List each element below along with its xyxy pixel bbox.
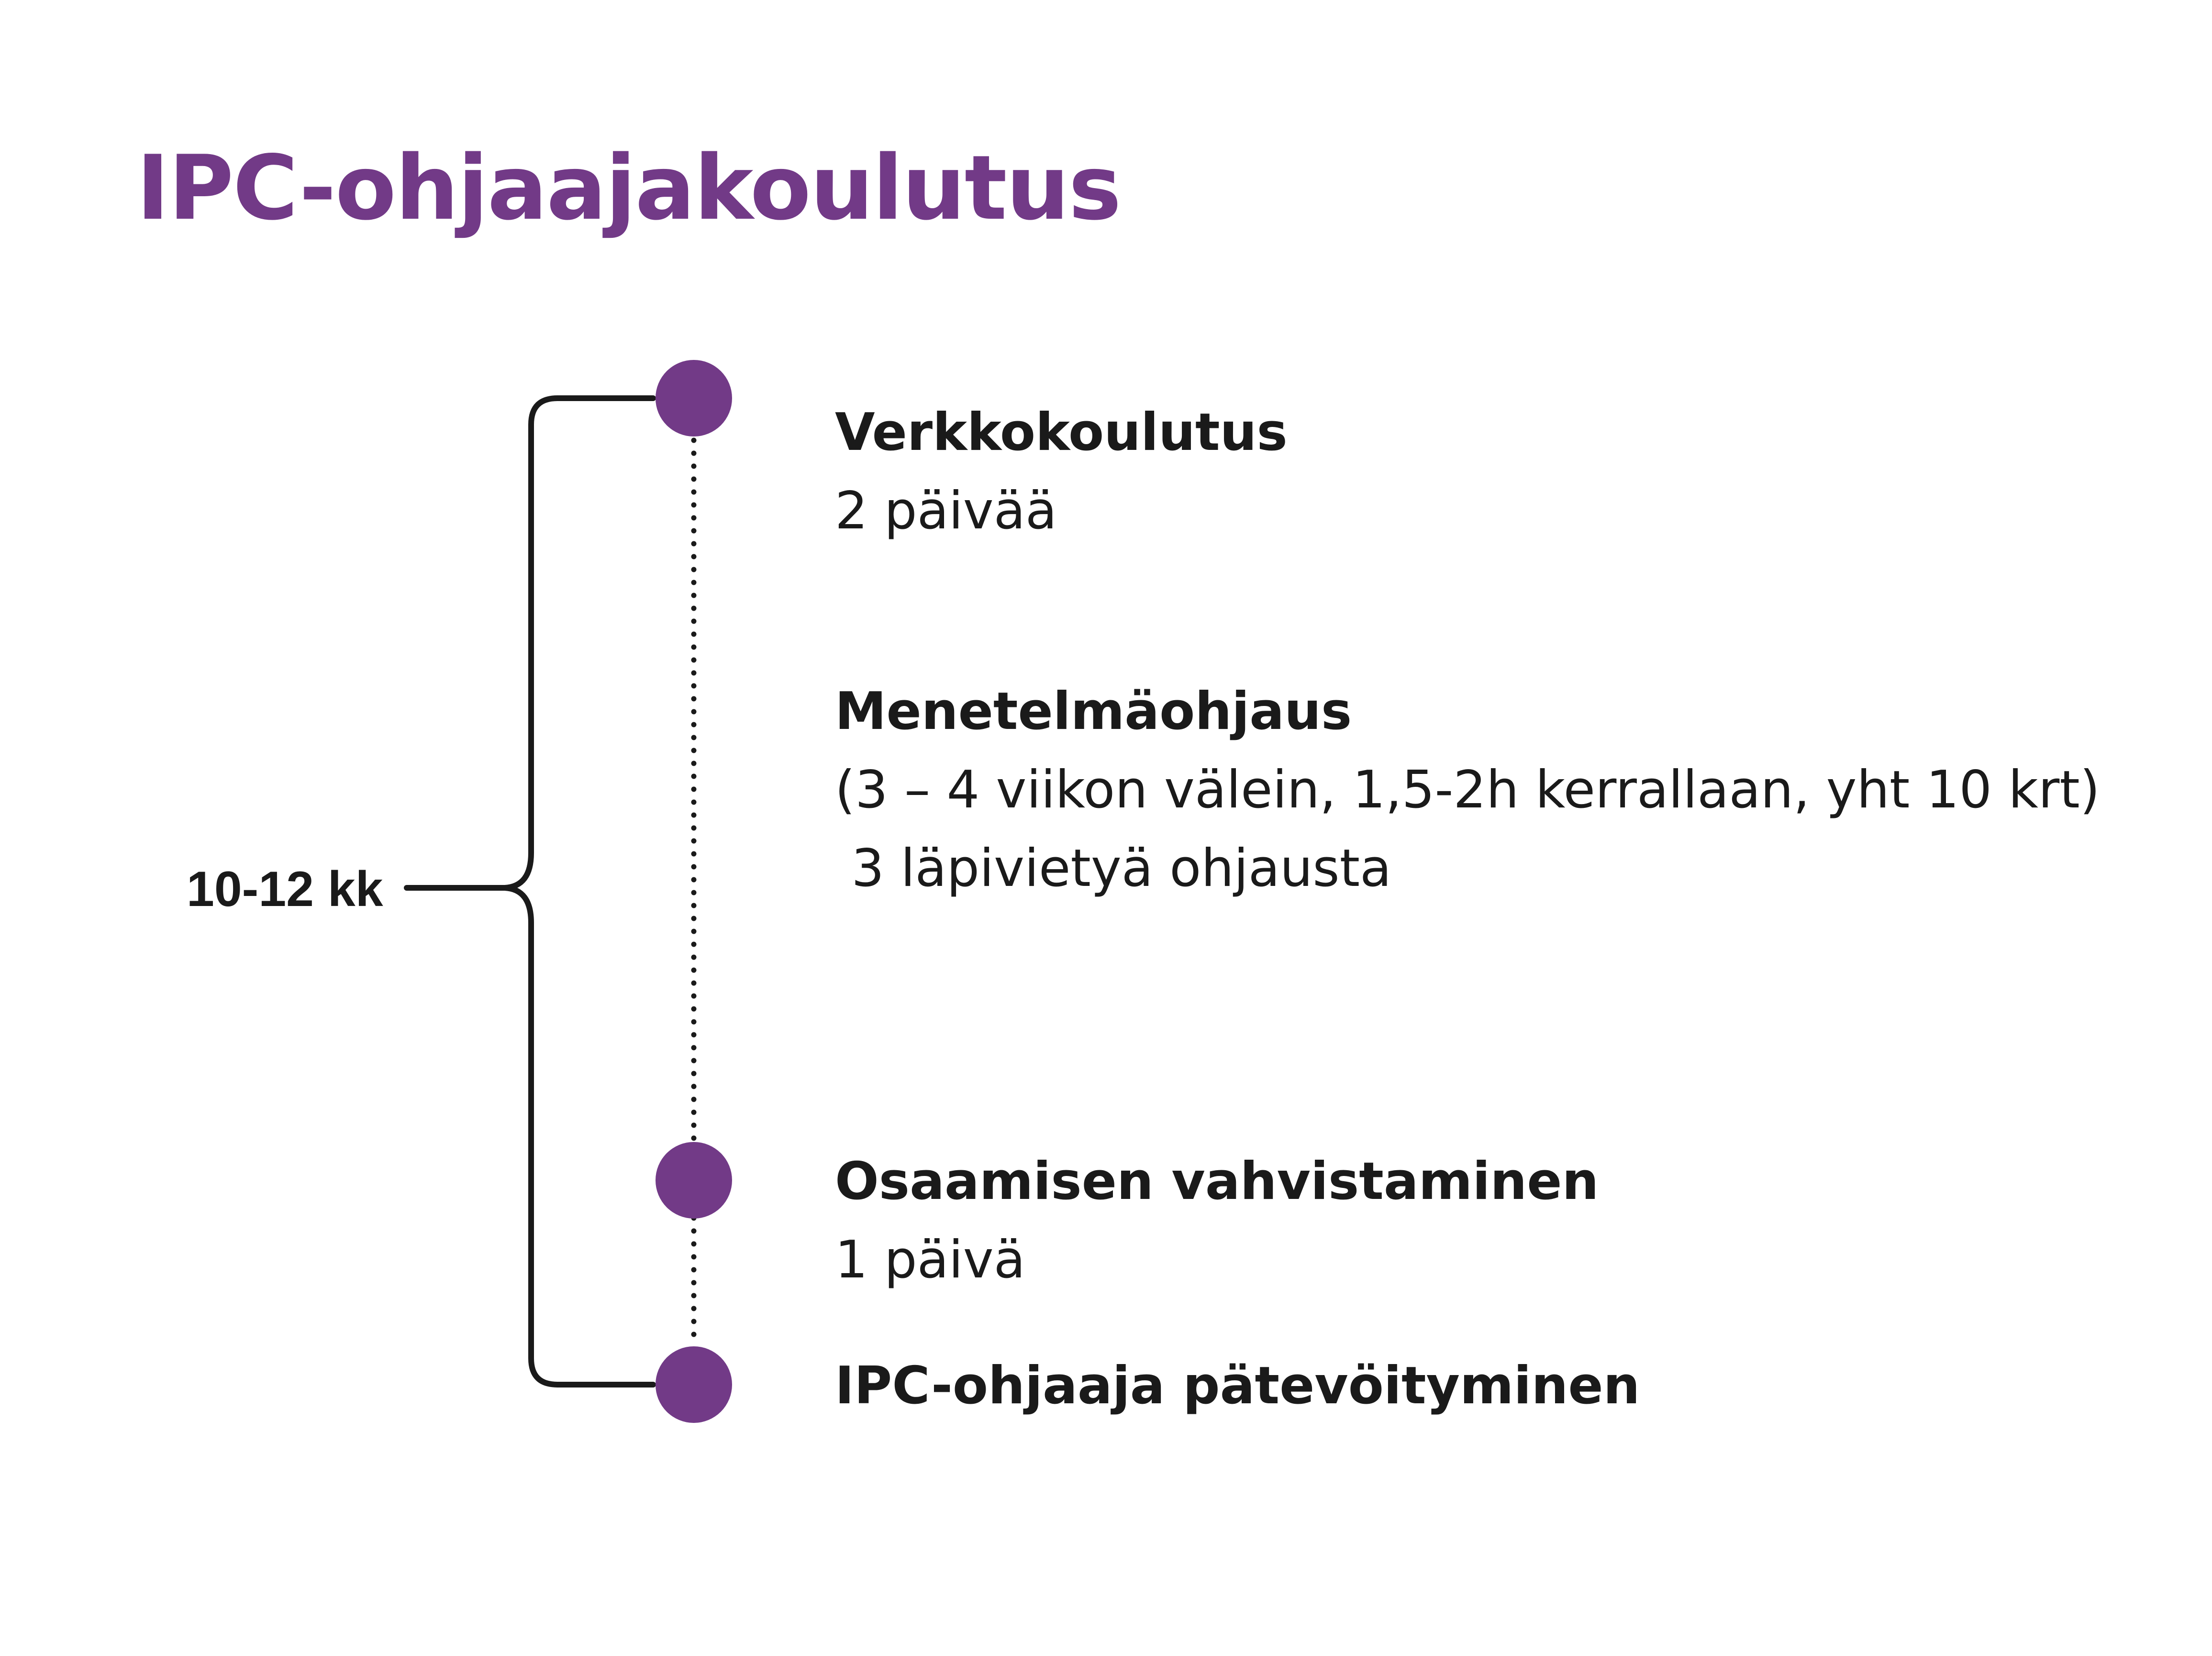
timeline-step xyxy=(835,393,1288,550)
milestone-marker xyxy=(656,1346,732,1423)
step-title: IPC-ohjaaja pätevöityminen xyxy=(835,1356,1640,1416)
duration-bracket xyxy=(407,398,653,1385)
timeline-step xyxy=(835,1142,1599,1299)
timeline-step xyxy=(835,1347,1640,1425)
timeline-step xyxy=(835,672,2100,908)
step-detail: 3 läpivietyä ohjausta xyxy=(835,839,1392,898)
step-title: Menetelmäohjaus xyxy=(835,682,1352,741)
step-title: Osaamisen vahvistaminen xyxy=(835,1152,1599,1211)
step-detail: 2 päivää xyxy=(835,481,1057,541)
page-title: IPC-ohjaajakoulutus xyxy=(136,136,1121,240)
milestone-marker xyxy=(656,360,732,436)
duration-label: 10-12 kk xyxy=(187,862,383,917)
step-title: Verkkokoulutus xyxy=(835,403,1288,462)
step-detail: 1 päivä xyxy=(835,1230,1025,1290)
step-detail: (3 – 4 viikon välein, 1,5-2h kerrallaan, yht 10 krt) xyxy=(835,760,2100,820)
milestone-marker xyxy=(656,1142,732,1219)
